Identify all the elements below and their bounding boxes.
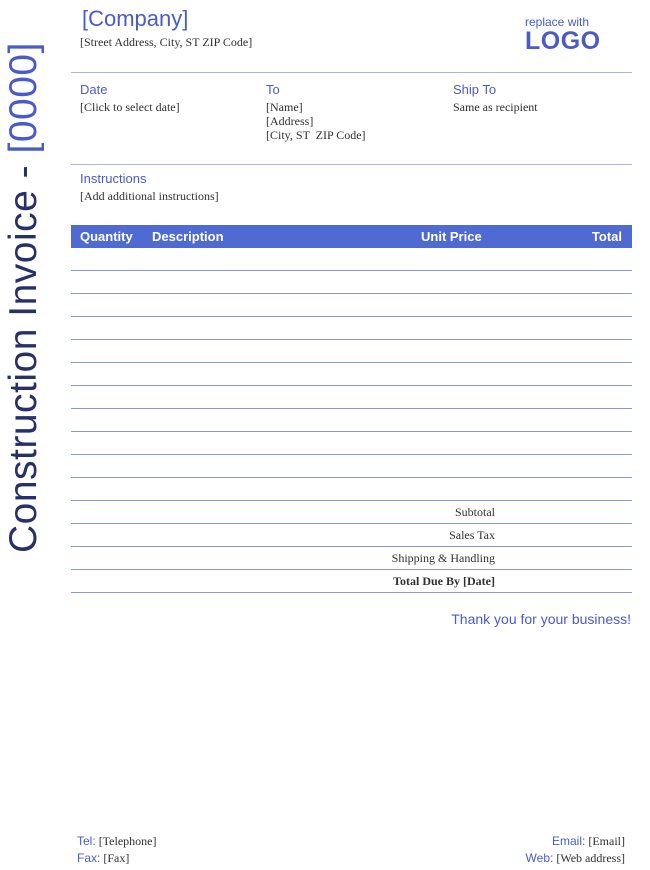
column-header-quantity: Quantity	[80, 229, 133, 244]
company-name[interactable]: [Company]	[82, 6, 189, 31]
header-divider	[71, 72, 632, 73]
total-due-label: Total Due By [Date]	[393, 574, 495, 588]
web-label: Web:	[525, 851, 554, 865]
ship-to-field[interactable]: Same as recipient	[453, 100, 538, 114]
table-row[interactable]	[71, 316, 632, 317]
instructions-label: Instructions	[80, 171, 147, 186]
table-row[interactable]	[71, 362, 632, 363]
table-row[interactable]	[71, 270, 632, 271]
table-row[interactable]	[71, 500, 632, 501]
telephone-label: Tel:	[77, 834, 96, 848]
to-name-field[interactable]: [Name]	[266, 100, 303, 114]
web-line	[526, 850, 625, 867]
table-row[interactable]	[71, 454, 632, 455]
fax-line	[77, 850, 156, 867]
column-header-total: Total	[591, 229, 622, 244]
email-label: Email:	[552, 834, 586, 848]
invoice-number[interactable]: [0000]	[2, 42, 45, 154]
table-row[interactable]	[71, 477, 632, 478]
subtotal-label: Subtotal	[454, 505, 495, 519]
ship-to-label: Ship To	[453, 82, 497, 97]
instructions-field[interactable]: [Add additional instructions]	[80, 189, 219, 203]
items-table-header	[71, 225, 632, 248]
thank-you-message: Thank you for your business!	[451, 611, 631, 627]
email-field[interactable]: [Email]	[588, 834, 625, 848]
telephone-line	[77, 833, 156, 850]
logo-placeholder[interactable]	[525, 15, 601, 55]
sales-tax-label: Sales Tax	[449, 528, 495, 542]
shipping-label: Shipping & Handling	[391, 551, 495, 565]
web-field[interactable]: [Web address]	[556, 851, 625, 865]
table-row[interactable]	[71, 339, 632, 340]
table-row[interactable]	[71, 408, 632, 409]
table-row[interactable]	[71, 546, 632, 547]
to-address-field[interactable]: [Address]	[266, 114, 314, 128]
date-field[interactable]: [Click to select date]	[80, 100, 180, 114]
table-row[interactable]	[71, 592, 632, 593]
table-row[interactable]	[71, 431, 632, 432]
telephone-field[interactable]: [Telephone]	[98, 834, 157, 848]
company-address[interactable]: [Street Address, City, ST ZIP Code]	[80, 35, 253, 49]
table-row[interactable]	[71, 569, 632, 570]
table-row[interactable]	[71, 523, 632, 524]
info-divider	[71, 164, 632, 165]
to-city-field[interactable]: [City, ST ZIP Code]	[266, 128, 366, 142]
fax-label: Fax:	[77, 851, 101, 865]
date-label: Date	[80, 82, 108, 97]
table-row[interactable]	[71, 385, 632, 386]
logo-caption: replace with	[525, 15, 590, 29]
column-header-unit-price: Unit Price	[421, 229, 482, 244]
footer-contact-right	[526, 833, 625, 867]
to-label: To	[266, 82, 280, 97]
table-row[interactable]	[71, 293, 632, 294]
fax-field[interactable]: [Fax]	[103, 851, 130, 865]
footer-contact-left	[77, 833, 156, 867]
document-title	[4, 42, 44, 553]
column-header-description: Description	[152, 229, 224, 244]
logo-text: LOGO	[525, 27, 601, 55]
email-line	[526, 833, 625, 850]
document-title-text: Construction Invoice -	[2, 153, 45, 553]
